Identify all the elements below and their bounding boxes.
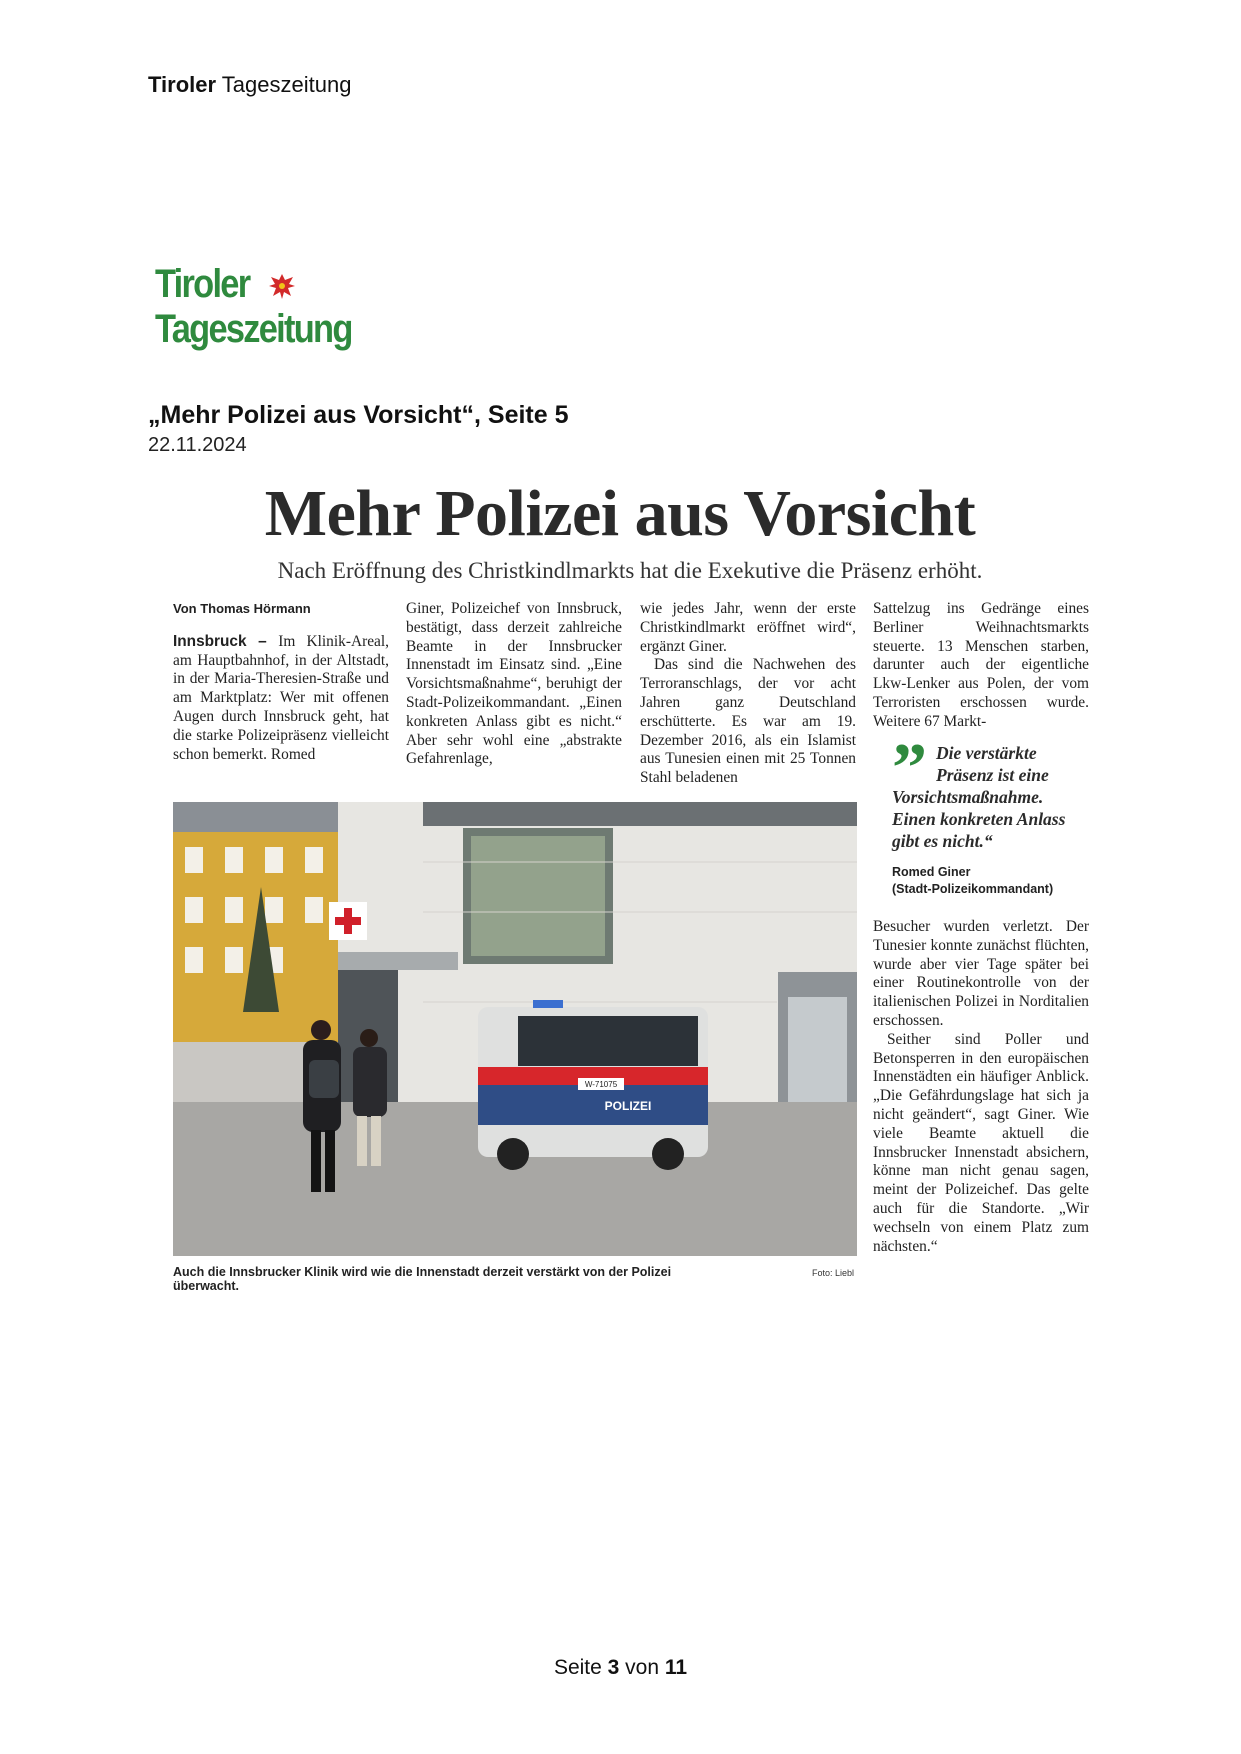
- pull-quote-author-role: (Stadt-Polizeikommandant): [892, 882, 1054, 896]
- pull-quote-author: [892, 864, 1092, 898]
- footer-page-total: 11: [664, 1656, 688, 1679]
- article-dateline: Innsbruck –: [173, 632, 279, 650]
- column-4-paragraph-2: Seither sind Poller und Betonsperren in den europäischen Innenstädten ein häufiger Anblick. „Die Gefährdungslage hat sich ja nicht geändert“, sagt Giner. Wie viele Beamte aktuell die Innsbrucker Innenstadt absichern, könne man nicht genau sagen, meint der Polizeichef. Das gelte auch für die Standorte. „Wir wechseln von einem Platz zum nächsten.“: [873, 1030, 1089, 1255]
- red-cross-icon: [329, 902, 367, 940]
- pull-quote-line: Vorsichtsmaßnahme.: [892, 787, 1044, 807]
- footer-middle: von: [619, 1656, 665, 1679]
- column-3-paragraph-1: wie jedes Jahr, wenn der erste Christkindlmarkt eröffnet wird“, ergänzt Giner.: [640, 600, 856, 655]
- column-4-paragraph-1: Besucher wurden verletzt. Der Tunesier konnte zunächst flüchten, wurde aber vier Tage später bei einer Routinekontrolle von der italienischen Polizei in Norditalien erschossen.: [873, 918, 1089, 1029]
- header-brand-bold: Tiroler: [148, 72, 217, 97]
- column-3-paragraph-2: Das sind die Nachwehen des Terroranschlags, der vor acht Jahren ganz Deutschland erschütterte. Es war am 19. Dezember 2016, als ein Islamist aus Tunesien einen mit 25 Tonnen Stahl beladenen: [640, 656, 856, 787]
- article-column-2: [406, 600, 622, 769]
- photo-credit: Foto: Liebl: [812, 1268, 855, 1278]
- van-plate: W-71075: [584, 1080, 618, 1089]
- article-column-4-bottom: [873, 918, 1089, 1256]
- header-brand-regular: Tageszeitung: [216, 72, 352, 97]
- logo-text-right: Tageszeitung: [155, 307, 352, 351]
- photo-caption: Auch die Innsbrucker Klinik wird wie die Innenstadt derzeit verstärkt von der Polizei überwacht.: [173, 1265, 672, 1293]
- pull-quote-author-name: Romed Giner: [892, 865, 971, 879]
- article-byline: Von Thomas Hörmann: [173, 601, 311, 616]
- pull-quote-line: Einen konkreten Anlass: [892, 809, 1066, 829]
- quote-mark-icon: ”: [892, 730, 927, 807]
- column-4-top-text: Sattelzug ins Gedränge eines Berliner Weihnachtsmarkts steuerte. 13 Menschen starben, darunter auch der eigentliche Lkw-Lenker aus Polen, der vom Terroristen erschossen wurde. Weitere 67 Markt-: [873, 600, 1089, 730]
- page-footer: [0, 1656, 1241, 1680]
- document-header: [148, 72, 351, 98]
- tyrol-eagle-icon: [267, 271, 297, 301]
- clip-date: 22.11.2024: [148, 434, 247, 456]
- article-column-4-top: [873, 600, 1089, 732]
- newspaper-logo: [155, 262, 495, 351]
- clip-title: „Mehr Polizei aus Vorsicht“, Seite 5: [148, 401, 569, 429]
- article-column-1: [173, 600, 389, 764]
- footer-prefix: Seite: [553, 1656, 608, 1679]
- pull-quote-line: Die verstärkte: [936, 743, 1037, 763]
- article-headline: Mehr Polizei aus Vorsicht: [264, 477, 976, 550]
- pull-quote-line: Präsenz ist eine: [936, 765, 1049, 785]
- logo-text-left: Tiroler: [155, 262, 250, 306]
- article-photo: [173, 802, 857, 1256]
- pull-quote: [892, 730, 1092, 898]
- column-1-text: Im Klinik-Areal, am Hauptbahnhof, in der Altstadt, in der Maria-Theresien-Straße und am Marktplatz: Wer mit offenen Augen durch Innsbruck geht, hat die starke Polizeipräsenz vielleicht schon bemerkt. Romed: [173, 632, 389, 763]
- column-1-paragraph: [173, 633, 389, 765]
- column-2-text: Giner, Polizeichef von Innsbruck, bestätigt, dass derzeit zahlreiche Beamte in der Innsbrucker Innenstadt im Einsatz sind. „Eine Vorsichtsmaßnahme“, beruhigt der Stadt-Polizeikommandant. „Einen konkreten Anlass gibt es nicht.“ Aber sehr wohl eine „abstrakte Gefahrenlage,: [406, 600, 622, 768]
- article-column-3: [640, 600, 856, 788]
- police-van: [478, 1000, 708, 1170]
- van-label: POLIZEI: [604, 1099, 652, 1113]
- article-subheadline: Nach Eröffnung des Christkindlmarkts hat die Exekutive die Präsenz erhöht.: [277, 558, 983, 583]
- footer-page-number: 3: [607, 1656, 620, 1679]
- pull-quote-line: gibt es nicht.“: [892, 831, 993, 851]
